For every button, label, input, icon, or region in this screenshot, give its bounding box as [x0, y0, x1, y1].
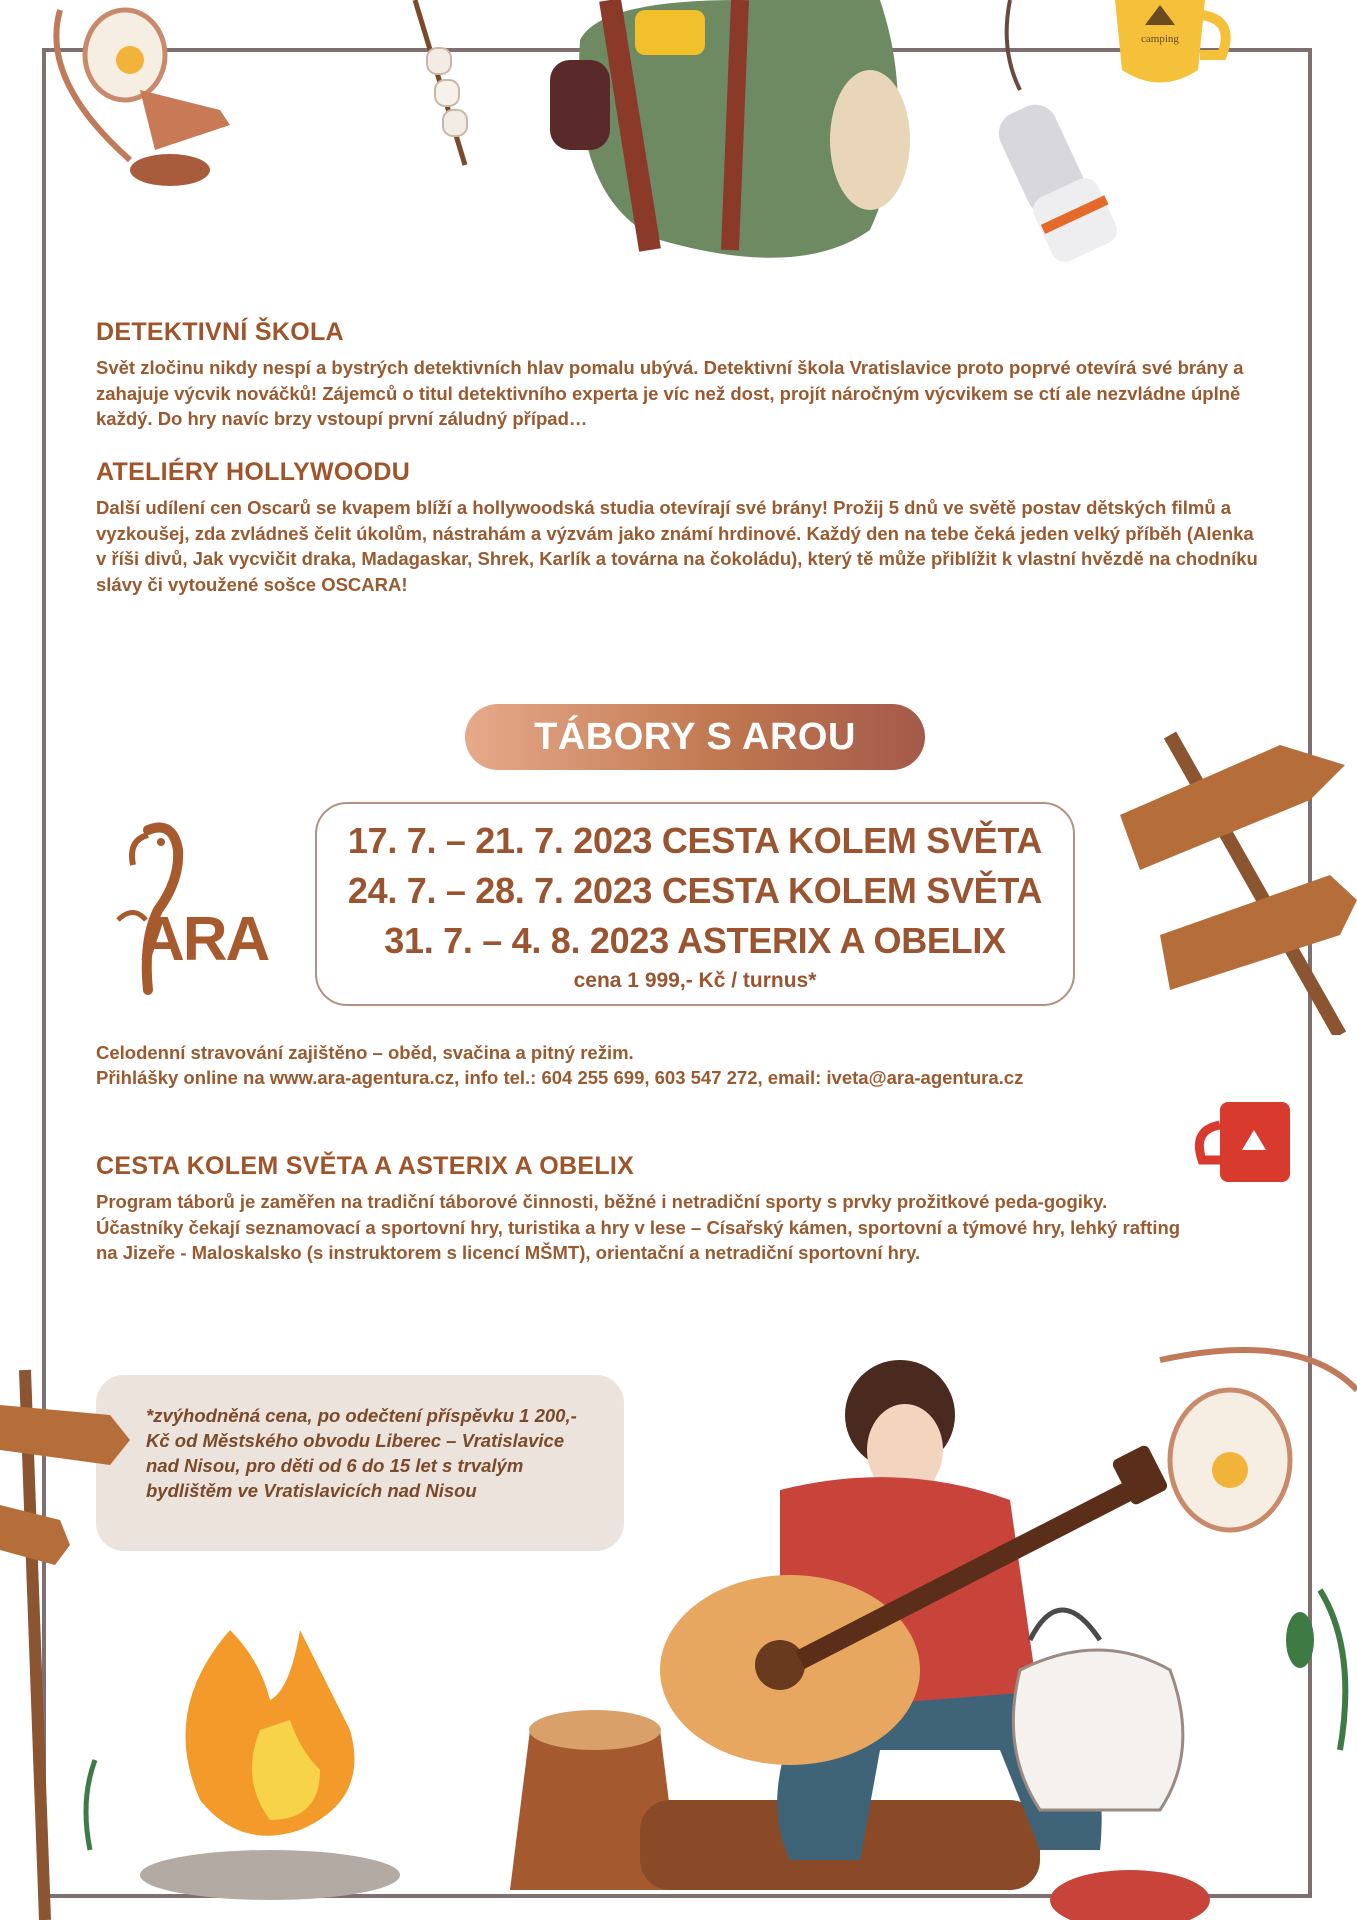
section-title: DETEKTIVNÍ ŠKOLA	[96, 318, 344, 346]
banner-title: TÁBORY S AROU	[465, 704, 925, 770]
camp-price: cena 1 999,- Kč / turnus*	[573, 969, 817, 992]
section-text: Další udílení cen Oscarů se kvapem blíží a hollywoodská studia otevírají své brány! Prožij 5 dnů ve světě postav dětských filmů a vyzkoušej, zda zvládneš čelit úkolům, nástrahám a výzvám jako známí hrdinové. Každý den na tebe čeká jeden velký příběh (Alenka v říši divů, Jak vycvičit draka, Madagaskar, Shrek, Karlík a továrna na čokoládu), který tě může přiblížit k vlastní hvězdě na chodníku slávy či vytoužené sošce OSCARA!	[96, 497, 1258, 595]
mug-label: camping	[1141, 33, 1179, 45]
camp-date-2: 24. 7. – 28. 7. 2023 CESTA KOLEM SVĚTA	[347, 870, 1043, 911]
section-hollywood	[96, 458, 1276, 597]
marshmallow-stick-icon	[395, 0, 485, 170]
logo-text: ARA	[140, 905, 269, 974]
contact-info	[96, 1040, 1023, 1090]
camp-date-3: 31. 7. – 4. 8. 2023 ASTERIX A OBELIX	[384, 920, 1006, 961]
contact-line-1: Celodenní stravování zajištěno – oběd, svačina a pitný režim.	[96, 1042, 634, 1063]
section-title: CESTA KOLEM SVĚTA A ASTERIX A OBELIX	[96, 1152, 635, 1180]
price-note: *zvýhodněná cena, po odečtení příspěvku 1 200,- Kč od Městského obvodu Liberec – Vratislavice nad Nisou, pro děti od 6 do 15 let s trvalým bydlištěm ve Vratislavicích nad Nisou	[96, 1375, 624, 1551]
camp-date-1: 17. 7. – 21. 7. 2023 CESTA KOLEM SVĚTA	[347, 820, 1043, 861]
section-text: Svět zločinu nikdy nespí a bystrých detektivních hlav pomalu ubývá. Detektivní škola Vratislavice proto poprvé otevírá své brány a zahajuje výcvik nováčků! Zájemců o titul detektivního experta je víc než dost, projít náročným výcvikem se ctí ale nezvládne úplně každý. Do hry navíc brzy vstoupí první záludný případ…	[96, 357, 1244, 429]
camp-dates-box	[315, 802, 1075, 1006]
ara-logo	[88, 820, 288, 1000]
signpost-right-icon	[1110, 705, 1357, 1035]
backpack-icon	[540, 0, 920, 270]
section-text: Program táborů je zaměřen na tradiční táborové činnosti, běžné i netradiční sporty s prvky prožitkové peda-gogiky. Účastníky čekají seznamovací a sportovní hry, turistika a hry v lese – Císařský kámen, sportovní a týmové hry, lehký rafting na Jizeře - Maloskalsko (s instruktorem s licencí MŠMT), orientační a netradiční sportovní hry.	[96, 1191, 1181, 1263]
mug-top-right-icon	[1110, 0, 1240, 95]
section-title: ATELIÉRY HOLLYWOODU	[96, 458, 411, 486]
section-detective	[96, 318, 1276, 432]
contact-line-2: Přihlášky online na www.ara-agentura.cz, info tel.: 604 255 699, 603 547 272, email: iveta@ara-agentura.cz	[96, 1067, 1024, 1088]
lantern-top-left-icon	[20, 0, 280, 200]
guitarist-illustration	[0, 1330, 1357, 1920]
section-program	[96, 1152, 1276, 1266]
